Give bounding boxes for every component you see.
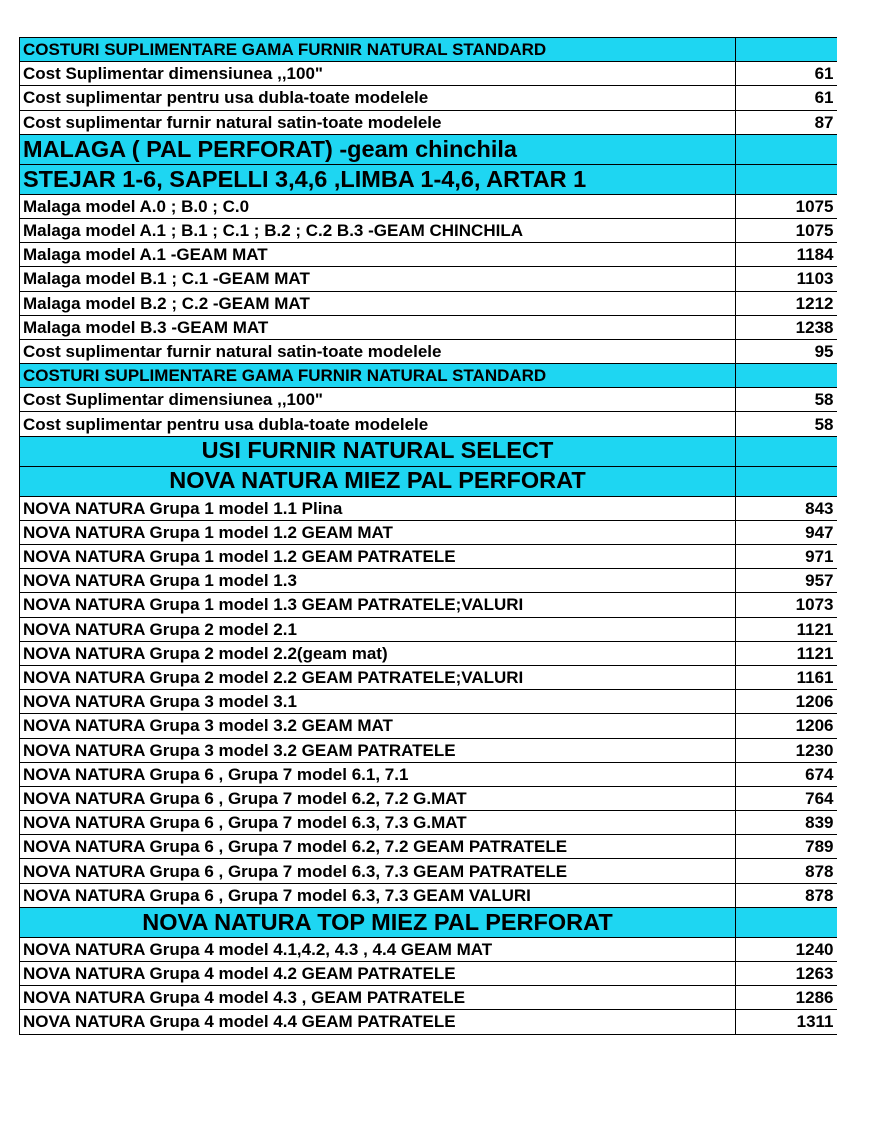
product-name: NOVA NATURA Grupa 3 model 3.2 GEAM MAT: [20, 714, 736, 738]
product-price: 1075: [736, 194, 837, 218]
section-subheader-value: [736, 364, 837, 388]
product-price: 1075: [736, 218, 837, 242]
product-price: 58: [736, 412, 837, 436]
price-row: [20, 811, 837, 835]
product-name: NOVA NATURA Grupa 6 , Grupa 7 model 6.3, 7.3 GEAM PATRATELE: [20, 859, 736, 883]
price-row: [20, 962, 837, 986]
product-price: 843: [736, 496, 837, 520]
price-row: [20, 388, 837, 412]
product-name: NOVA NATURA Grupa 6 , Grupa 7 model 6.3, 7.3 G.MAT: [20, 811, 736, 835]
product-name: Malaga model B.1 ; C.1 -GEAM MAT: [20, 267, 736, 291]
product-name: Malaga model B.2 ; C.2 -GEAM MAT: [20, 291, 736, 315]
price-row: [20, 412, 837, 436]
product-price: 878: [736, 883, 837, 907]
product-name: Cost suplimentar pentru usa dubla-toate modelele: [20, 86, 736, 110]
price-row: [20, 835, 837, 859]
product-name: Cost suplimentar furnir natural satin-toate modelele: [20, 110, 736, 134]
price-row: [20, 665, 837, 689]
product-price: 1286: [736, 986, 837, 1010]
product-name: NOVA NATURA Grupa 1 model 1.3 GEAM PATRATELE;VALURI: [20, 593, 736, 617]
product-name: Cost suplimentar furnir natural satin-toate modelele: [20, 339, 736, 363]
section-subheader-value: [736, 38, 837, 62]
price-row: [20, 714, 837, 738]
product-price: 61: [736, 62, 837, 86]
section-header-label: NOVA NATURA MIEZ PAL PERFORAT: [20, 466, 736, 496]
product-name: Malaga model A.1 -GEAM MAT: [20, 243, 736, 267]
price-row: [20, 617, 837, 641]
product-price: 674: [736, 762, 837, 786]
product-name: NOVA NATURA Grupa 4 model 4.4 GEAM PATRATELE: [20, 1010, 736, 1034]
section-header: [20, 466, 837, 496]
product-price: 87: [736, 110, 837, 134]
section-header: [20, 907, 837, 937]
product-name: NOVA NATURA Grupa 4 model 4.3 , GEAM PATRATELE: [20, 986, 736, 1010]
price-row: [20, 569, 837, 593]
product-price: 1103: [736, 267, 837, 291]
section-header-value: [736, 164, 837, 194]
product-price: 971: [736, 545, 837, 569]
price-row: [20, 593, 837, 617]
price-row: [20, 339, 837, 363]
section-header: [20, 164, 837, 194]
price-list-body: [20, 38, 837, 1035]
section-subheader: [20, 364, 837, 388]
product-name: NOVA NATURA Grupa 1 model 1.3: [20, 569, 736, 593]
product-price: 764: [736, 786, 837, 810]
product-price: 789: [736, 835, 837, 859]
price-list-table: [19, 37, 837, 1035]
product-price: 58: [736, 388, 837, 412]
product-name: NOVA NATURA Grupa 6 , Grupa 7 model 6.1, 7.1: [20, 762, 736, 786]
product-name: Malaga model A.1 ; B.1 ; C.1 ; B.2 ; C.2 B.3 -GEAM CHINCHILA: [20, 218, 736, 242]
product-price: 1184: [736, 243, 837, 267]
price-row: [20, 762, 837, 786]
product-name: NOVA NATURA Grupa 6 , Grupa 7 model 6.2, 7.2 GEAM PATRATELE: [20, 835, 736, 859]
section-header-value: [736, 907, 837, 937]
product-name: NOVA NATURA Grupa 2 model 2.1: [20, 617, 736, 641]
product-price: 1121: [736, 617, 837, 641]
section-header-label: MALAGA ( PAL PERFORAT) -geam chinchila: [20, 134, 736, 164]
product-price: 947: [736, 520, 837, 544]
product-name: NOVA NATURA Grupa 1 model 1.2 GEAM MAT: [20, 520, 736, 544]
product-price: 1121: [736, 641, 837, 665]
product-price: 1161: [736, 665, 837, 689]
price-row: [20, 690, 837, 714]
price-row: [20, 937, 837, 961]
product-name: Cost Suplimentar dimensiunea ,,100": [20, 388, 736, 412]
product-price: 1230: [736, 738, 837, 762]
product-name: Malaga model B.3 -GEAM MAT: [20, 315, 736, 339]
section-header: [20, 436, 837, 466]
price-row: [20, 986, 837, 1010]
price-row: [20, 62, 837, 86]
product-price: 1206: [736, 714, 837, 738]
price-row: [20, 520, 837, 544]
product-name: NOVA NATURA Grupa 6 , Grupa 7 model 6.2, 7.2 G.MAT: [20, 786, 736, 810]
product-price: 1311: [736, 1010, 837, 1034]
price-row: [20, 315, 837, 339]
section-subheader-label: COSTURI SUPLIMENTARE GAMA FURNIR NATURAL STANDARD: [20, 364, 736, 388]
price-row: [20, 738, 837, 762]
product-name: NOVA NATURA Grupa 4 model 4.1,4.2, 4.3 , 4.4 GEAM MAT: [20, 937, 736, 961]
section-header-label: USI FURNIR NATURAL SELECT: [20, 436, 736, 466]
product-price: 95: [736, 339, 837, 363]
section-header-value: [736, 466, 837, 496]
section-header-label: NOVA NATURA TOP MIEZ PAL PERFORAT: [20, 907, 736, 937]
product-price: 61: [736, 86, 837, 110]
product-name: NOVA NATURA Grupa 4 model 4.2 GEAM PATRATELE: [20, 962, 736, 986]
price-row: [20, 496, 837, 520]
price-row: [20, 883, 837, 907]
price-row: [20, 545, 837, 569]
section-header: [20, 134, 837, 164]
product-name: NOVA NATURA Grupa 2 model 2.2(geam mat): [20, 641, 736, 665]
price-row: [20, 218, 837, 242]
price-row: [20, 1010, 837, 1034]
product-name: Cost suplimentar pentru usa dubla-toate modelele: [20, 412, 736, 436]
product-name: NOVA NATURA Grupa 2 model 2.2 GEAM PATRATELE;VALURI: [20, 665, 736, 689]
product-price: 1212: [736, 291, 837, 315]
product-price: 957: [736, 569, 837, 593]
product-name: NOVA NATURA Grupa 6 , Grupa 7 model 6.3, 7.3 GEAM VALURI: [20, 883, 736, 907]
price-row: [20, 194, 837, 218]
price-row: [20, 859, 837, 883]
product-price: 1073: [736, 593, 837, 617]
section-header-value: [736, 436, 837, 466]
section-subheader-label: COSTURI SUPLIMENTARE GAMA FURNIR NATURAL STANDARD: [20, 38, 736, 62]
section-subheader: [20, 38, 837, 62]
product-name: NOVA NATURA Grupa 3 model 3.2 GEAM PATRATELE: [20, 738, 736, 762]
section-header-label: STEJAR 1-6, SAPELLI 3,4,6 ,LIMBA 1-4,6, ARTAR 1: [20, 164, 736, 194]
price-row: [20, 786, 837, 810]
product-price: 839: [736, 811, 837, 835]
price-row: [20, 110, 837, 134]
price-row: [20, 267, 837, 291]
price-row: [20, 86, 837, 110]
price-row: [20, 243, 837, 267]
product-name: Malaga model A.0 ; B.0 ; C.0: [20, 194, 736, 218]
product-price: 1206: [736, 690, 837, 714]
product-price: 1238: [736, 315, 837, 339]
product-name: NOVA NATURA Grupa 1 model 1.1 Plina: [20, 496, 736, 520]
price-row: [20, 291, 837, 315]
section-header-value: [736, 134, 837, 164]
product-name: NOVA NATURA Grupa 3 model 3.1: [20, 690, 736, 714]
product-price: 878: [736, 859, 837, 883]
product-name: Cost Suplimentar dimensiunea ,,100": [20, 62, 736, 86]
price-row: [20, 641, 837, 665]
product-name: NOVA NATURA Grupa 1 model 1.2 GEAM PATRATELE: [20, 545, 736, 569]
product-price: 1263: [736, 962, 837, 986]
product-price: 1240: [736, 937, 837, 961]
